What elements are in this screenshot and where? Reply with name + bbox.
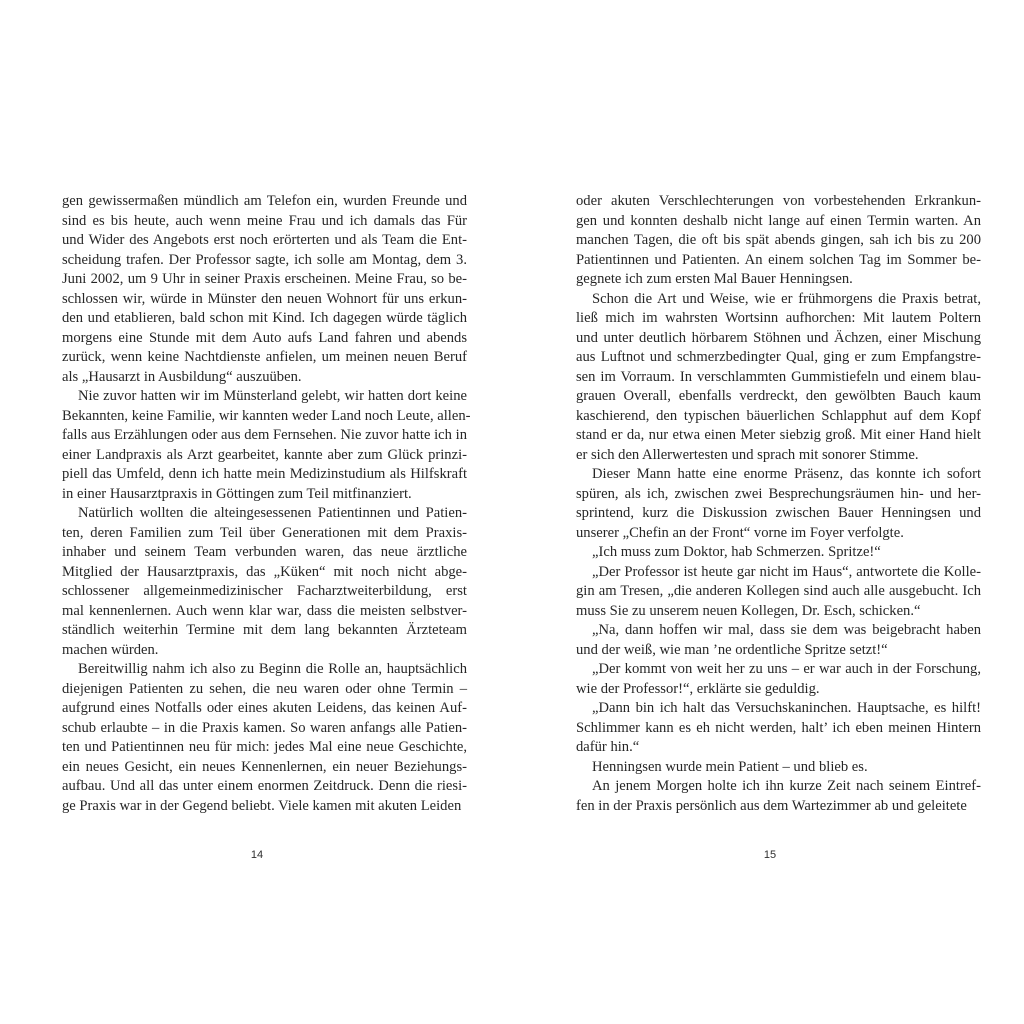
paragraph — [576, 758, 981, 778]
paragraph — [576, 660, 981, 699]
paragraph — [62, 504, 467, 660]
text-line: als „Hausarzt in Ausbildung“ auszuüben. — [62, 368, 302, 385]
text-line: dafür hin.“ — [576, 739, 640, 755]
text-line: Nie zuvor hatten wir im Münsterland gelebt, wir hatten dort keine — [78, 388, 467, 404]
right-page-number: 15 — [763, 849, 777, 861]
text-line: „Der kommt von weit her zu uns – er war auch in der Forschung, — [592, 661, 981, 677]
text-line: „Ich muss zum Doktor, hab Schmerzen. Spritze!“ — [592, 544, 881, 560]
paragraph — [576, 621, 981, 660]
text-line: ten, deren Familien zum Teil über Generationen mit dem Praxis- — [62, 524, 467, 541]
text-line: gin am Tresen, „die anderen Kollegen sind auch alle ausgebucht. Ich — [576, 583, 981, 599]
text-line: er sich den Allerwertesten und sprach mit sonorer Stimme. — [576, 446, 919, 463]
text-line: An jenem Morgen holte ich ihn kurze Zeit nach seinem Eintref- — [592, 778, 981, 794]
paragraph — [576, 563, 981, 622]
right-page-text — [576, 192, 981, 816]
text-line: Schlimmer kann es eh nicht werden, halt’ ich eben meinen Hintern — [576, 719, 981, 736]
text-line: und Wider des Angebots erst noch erörterten und als Team die Ent- — [62, 232, 467, 248]
text-line: schlossener allgemeinmedizinischer Facharztweiterbildung, erst — [62, 583, 467, 599]
left-page-text — [62, 192, 471, 816]
text-line: kaschierend, den typischen bäuerlichen Schlapphut auf dem Kopf — [576, 407, 981, 424]
text-line: Bereitwillig nahm ich also zu Beginn die Rolle an, hauptsächlich — [78, 661, 467, 677]
text-line: „Der Professor ist heute gar nicht im Haus“, antwortete die Kolle- — [592, 563, 981, 580]
text-line: Patientinnen und Patienten. An einem solchen Tag im Sommer be- — [576, 251, 981, 268]
text-line: fen in der Praxis persönlich aus dem Wartezimmer ab und geleitete — [576, 797, 967, 814]
paragraph — [576, 777, 981, 816]
text-line: Schon die Art und Weise, wie er frühmorgens die Praxis betrat, — [592, 290, 981, 307]
text-line: schub erlaubte – in die Praxis kamen. So waren anfangs alle Patien- — [62, 719, 467, 736]
text-line: morgens eine Stunde mit dem Auto aufs Land fahren und abends — [62, 329, 467, 346]
paragraph — [576, 699, 981, 758]
text-line: scheidung trafen. Der Professor sagte, ich solle am Montag, dem 3. — [62, 251, 467, 268]
text-line: aus Luftnot und schmerzbedingter Qual, ging er zum Empfangstre- — [576, 349, 981, 365]
paragraph — [576, 290, 981, 466]
text-line: Mitglied der Hausarztpraxis, das „Küken“ mit noch nicht abge- — [62, 563, 467, 580]
paragraph — [62, 387, 471, 504]
paragraph — [62, 192, 467, 387]
text-line: den und etablieren, bald schon mit Kind. Ich dagegen würde täglich — [62, 310, 467, 326]
text-line: diejenigen Patienten zu sehen, die neu waren oder ohne Termin – — [62, 680, 467, 697]
text-line: aufbau. Und all das unter einem enormen Zeitdruck. Denn die riesi- — [62, 778, 467, 794]
text-line: ge Praxis war in der Gegend beliebt. Viele kamen mit akuten Leiden — [62, 797, 462, 814]
text-line: und unter deutlich hörbarem Stöhnen und Ächzen, einer Mischung — [576, 329, 981, 346]
text-line: Bekannten, keine Familie, wir kannten weder Land noch Leute, allen- — [62, 407, 471, 424]
text-line: spüren, als ich, zwischen zwei Besprechungsräumen hin- und her- — [576, 485, 981, 502]
left-page-number: 14 — [250, 849, 264, 861]
text-line: aufgrund eines Notfalls oder eines akuten Leidens, das keinen Auf- — [62, 700, 467, 716]
text-line: Dieser Mann hatte eine enorme Präsenz, das konnte ich sofort — [592, 466, 981, 482]
paragraph — [576, 465, 981, 543]
text-line: wie der Professor!“, erklärte sie geduldig. — [576, 680, 820, 697]
text-line: ständlich weiterhin Termine mit dem lang bekannten Ärzteteam — [62, 622, 467, 638]
text-line: ein neues Gesicht, ein neues Kennenlernen, ein neuer Beziehungs- — [62, 758, 467, 775]
text-line: machen würden. — [62, 641, 159, 658]
text-line: „Na, dann hoffen wir mal, dass sie dem was beigebracht haben — [592, 622, 981, 638]
paragraph — [62, 660, 467, 816]
text-line: piell das Umfeld, denn ich hatte mein Medizinstudium als Hilfskraft — [62, 466, 467, 482]
text-line: zurück, wenn keine Nachtdienste anfielen, um meinen neuen Beruf — [62, 349, 467, 365]
text-line: gen gewissermaßen mündlich am Telefon ein, wurden Freunde und — [62, 193, 467, 209]
text-line: inhaber und seinem Team verbunden waren, das neue ärztliche — [62, 544, 467, 560]
text-line: einer Landpraxis als Arzt gearbeitet, kannte aber zum Glück prinzi- — [62, 446, 467, 463]
paragraph — [576, 543, 981, 563]
paragraph — [576, 192, 981, 290]
text-line: ten und Patientinnen neu für mich: jedes Mal eine neue Geschichte, — [62, 739, 467, 755]
text-line: Henningsen wurde mein Patient – und blieb es. — [592, 758, 868, 775]
text-line: grauen Overall, ebenfalls verdreckt, den gewölbten Bauch kaum — [576, 388, 981, 404]
text-line: muss Sie zu unserem neuen Kollegen, Dr. Esch, schicken.“ — [576, 602, 921, 619]
text-line: Juni 2002, um 9 Uhr in seiner Praxis erscheinen. Meine Frau, so be- — [62, 271, 467, 287]
text-line: „Dann bin ich halt das Versuchskaninchen. Hauptsache, es hilft! — [592, 700, 981, 716]
text-line: falls aus Erzählungen oder aus dem Fernsehen. Nie zuvor hatte ich in — [62, 427, 467, 443]
text-line: sprintend, kurz die Diskussion zwischen Bauer Henningsen und — [576, 505, 981, 521]
text-line: mal kennenlernen. Auch wenn klar war, dass die meisten selbstver- — [62, 602, 467, 619]
text-line: gen und konnten deshalb nicht lange auf einen Termin warten. An — [576, 212, 981, 229]
text-line: in einer Hausarztpraxis in Göttingen zum Teil mitfinanziert. — [62, 485, 412, 502]
text-line: manchen Tagen, die oft bis spät abends gingen, sah ich bis zu 200 — [576, 232, 981, 248]
text-line: ließ mich im wahrsten Wortsinn aufhorchen: Mit lautem Poltern — [576, 310, 981, 326]
text-line: schlossen wir, würde in Münster den neuen Wohnort für uns erkun- — [62, 290, 467, 307]
text-line: stand er da, nur etwa einen Meter siebzig groß. Mit einer Hand hielt — [576, 427, 981, 443]
text-line: und der weiß, wie man ’ne ordentliche Spritze setzt!“ — [576, 641, 888, 658]
text-line: sen im Vorraum. In verschlammten Gummistiefeln und einem blau- — [576, 368, 981, 385]
text-line: Natürlich wollten die alteingesessenen Patientinnen und Patien- — [78, 505, 467, 521]
text-line: sind es bis heute, auch wenn meine Frau und ich damals das Für — [62, 212, 467, 229]
text-line: oder akuten Verschlechterungen von vorbestehenden Erkrankun- — [576, 193, 981, 209]
text-line: unserer „Chefin an der Front“ vorne im Foyer verfolgte. — [576, 524, 904, 541]
text-line: gegnete ich zum ersten Mal Bauer Henningsen. — [576, 271, 853, 287]
